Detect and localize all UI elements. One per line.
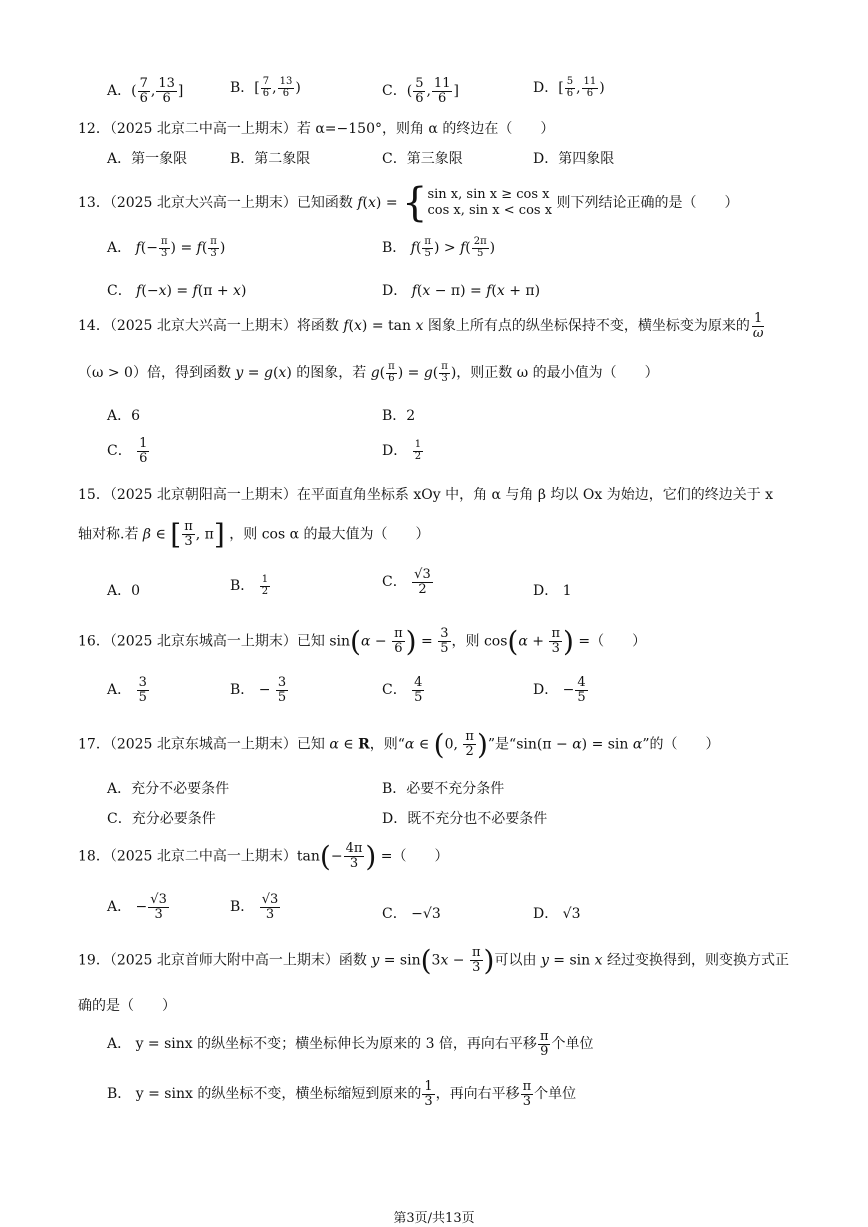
q19-option-b: B． y = sinx 的纵坐标不变，横坐标缩短到原来的 $\frac{1}{3}$ ，再向右平移 $\frac{\pi}{3}$ 个单位 [107,1079,577,1109]
q14-option-a: A．6 [107,408,141,424]
q11-option-a: A．( $\frac{7}{6}$ , $\frac{13}{6}$ ] [107,76,184,106]
q18-option-a: A． − $\frac{√3}{3}$ [107,892,167,922]
question-17-stem: 17．（2025 北京东城高一上期末）已知 α ∈ R，则“α ∈ (0, $\frac{\pi}{2}$ )”是“sin(π − α) = sin α”的（ ） [78,728,720,761]
q17-option-a: A．充分不必要条件 [107,781,230,797]
q11-option-c: C．( $\frac{5}{6}$ , $\frac{11}{6}$ ] [382,76,459,106]
question-12-stem: 12．（2025 北京二中高一上期末）若 α=−150°，则角 α 的终边在（ ） [78,121,555,137]
page-number: 第3页/共13页 [393,1211,475,1226]
question-15-stem-line2: 轴对称.若 β ∈ [ $\frac{\pi}{3}$ , π] ，则 cos α 的最大值为（ ） [78,518,430,551]
q17-option-d: D．既不充分也不必要条件 [382,811,548,827]
q12-option-b: B．第二象限 [230,151,311,167]
q15-option-d: D． 1 [533,583,572,599]
q14-option-c: C． $\frac{1}{6}$ [107,436,148,466]
q11-option-b: B．[ $\frac{7}{6}$ , $\frac{13}{6}$ ) [230,76,301,99]
question-18-stem: 18．（2025 北京二中高一上期末）tan(− $\frac{4\pi}{3}$ ) =（ ） [78,840,449,873]
q18-option-c: C． −√3 [382,906,441,922]
q18-option-b: B． $\frac{√3}{3}$ [230,892,279,922]
q12-option-d: D．第四象限 [533,151,615,167]
q15-option-b: B． $\frac{1}{2}$ [230,574,269,597]
q12-option-c: C．第三象限 [382,151,463,167]
q19-option-a: A． y = sinx 的纵坐标不变；横坐标伸长为原来的 3 倍，再向右平移 $\frac{\pi}{9}$ 个单位 [107,1029,594,1059]
q14-option-d: D． $\frac{1}{2}$ [382,439,422,462]
question-14-stem-line2: （ω > 0）倍，得到函数 y = g(x) 的图象，若 g( $\frac{\pi}{6}$ ) = g( $\frac{\pi}{3}$ )，则正数 ω 的最小值为（ ） [78,361,659,384]
question-13-stem: 13．（2025 北京大兴高一上期末）已知函数 f(x) = { sin x, sin x ≥ cos x cos x, sin x < cos x 则下列结论正确的是（ ） [78,180,739,226]
q16-option-d: D． − $\frac{4}{5}$ [533,675,586,705]
q12-option-a: A．第一象限 [107,151,188,167]
q13-option-d: D． f(x − π) = f(x + π) [382,283,541,299]
q17-option-b: B．必要不充分条件 [382,781,505,797]
q16-option-b: B． − $\frac{3}{5}$ [230,675,287,705]
q13-option-a: A． f(− $\frac{\pi}{3}$ ) = f( $\frac{\pi}{3}$ ) [107,236,226,259]
q15-option-a: A．0 [107,583,141,599]
q18-option-d: D． √3 [533,906,581,922]
q15-option-c: C． $\frac{√3}{2}$ [382,567,431,597]
q16-option-a: A． $\frac{3}{5}$ [107,675,147,705]
question-15-stem-line1: 15．（2025 北京朝阳高一上期末）在平面直角坐标系 xOy 中，角 α 与角 β 均以 Ox 为始边，它们的终边关于 x [78,487,774,503]
q13-option-c: C． f(−x) = f(π + x) [107,283,247,299]
q17-option-c: C．充分必要条件 [107,811,216,827]
q16-option-c: C． $\frac{4}{5}$ [382,675,423,705]
q13-option-b: B． f( $\frac{\pi}{5}$ ) > f( $\frac{2\pi}{5}$ ) [382,236,496,259]
question-16-stem: 16．（2025 北京东城高一上期末）已知 sin(α − $\frac{\pi}{6}$ ) = $\frac{3}{5}$ ，则 cos(α + $\frac{\pi}{3}$ ) =（ ） [78,625,647,658]
question-19-stem-line1: 19．（2025 北京首师大附中高一上期末）函数 y = sin(3x − $\frac{\pi}{3}$ )可以由 y = sin x 经过变换得到，则变换方式正 [78,944,789,977]
question-14-stem-line1: 14．（2025 北京大兴高一上期末）将函数 f(x) = tan x 图象上所有点的纵坐标保持不变，横坐标变为原来的 $\frac{1}{\omega}$ [78,311,764,341]
question-19-stem-line2: 确的是（ ） [78,998,176,1014]
q11-option-d: D．[ $\frac{5}{6}$ , $\frac{11}{6}$ ) [533,76,605,99]
q14-option-b: B．2 [382,408,416,424]
